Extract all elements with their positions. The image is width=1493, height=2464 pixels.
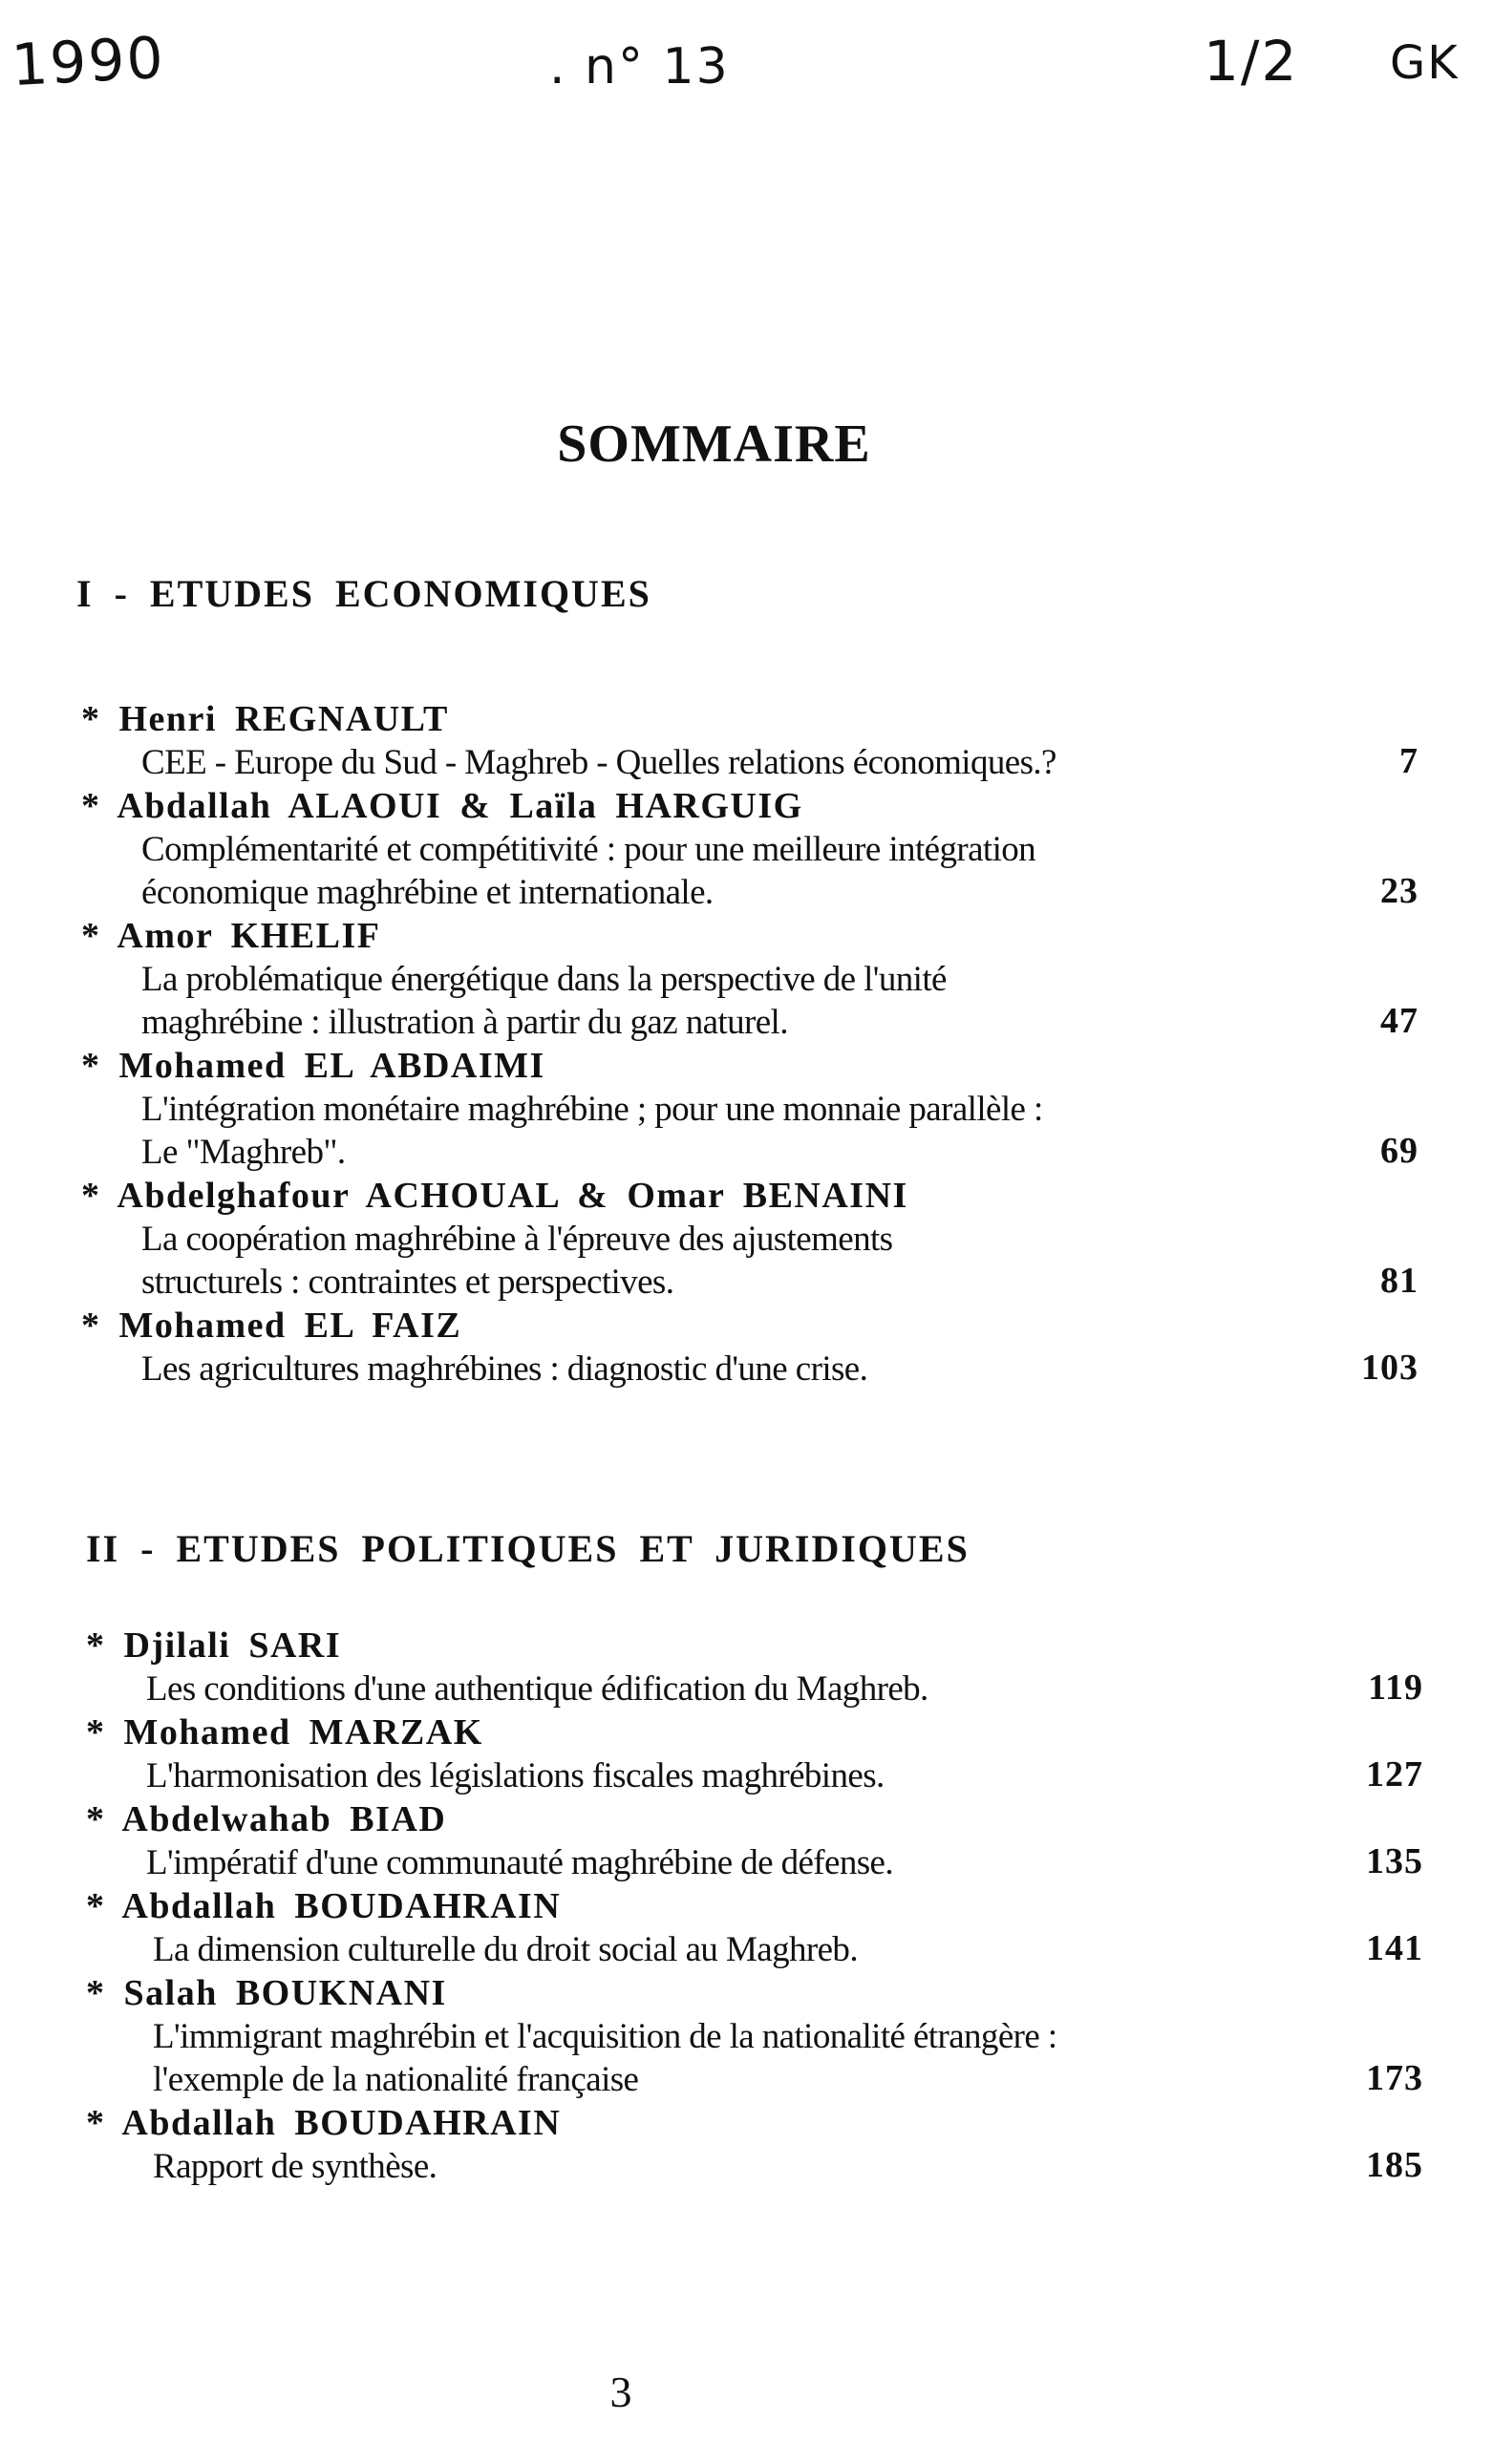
toc-entry [86,1971,1423,2101]
handwritten-initials: GK [1390,36,1460,90]
section-heading-etudes-economiques: I - ETUDES ECONOMIQUES [76,572,651,615]
toc-entry [86,1797,1423,1884]
entry-page-number: 47 [1380,1001,1418,1041]
toc-entry [86,1884,1423,1971]
entry-page-number: 135 [1366,1841,1423,1881]
page-number-footer: 3 [609,2368,632,2416]
section-heading-etudes-politiques-juridiques: II - ETUDES POLITIQUES ET JURIDIQUES [86,1527,970,1570]
handwritten-year: 1990 [10,24,167,100]
entry-title-line: Les conditions d'une authentique édification du Maghreb. [146,1669,928,1709]
entry-author: * Abdallah ALAOUI & Laïla HARGUIG [81,786,803,826]
entry-title-line: L'intégration monétaire maghrébine ; pour une monnaie parallèle : [141,1090,1043,1129]
entry-title-line: maghrébine : illustration à partir du gaz naturel. [141,1003,788,1042]
entry-page-number: 185 [1366,2145,1423,2185]
entry-author: * Mohamed MARZAK [86,1712,483,1752]
entry-title-line: Le "Maghreb". [141,1133,346,1172]
entry-page-number: 127 [1366,1754,1423,1795]
entry-author: * Abdallah BOUDAHRAIN [86,2103,562,2143]
entry-title-line: économique maghrébine et internationale. [141,873,714,912]
handwritten-reference: 1/2 [1204,29,1299,94]
entry-author: * Abdelwahab BIAD [86,1799,447,1839]
toc-entry [81,1174,1418,1304]
entry-author: * Amor KHELIF [81,916,381,956]
toc-entry [86,1624,1423,1710]
toc-entry [81,697,1418,784]
toc-entry [86,2101,1423,2188]
entry-title-line: Les agricultures maghrébines : diagnostic d'une crise. [141,1349,868,1389]
entry-title-line: L'impératif d'une communauté maghrébine de défense. [146,1843,894,1882]
entry-title-line: CEE - Europe du Sud - Maghreb - Quelles relations économiques.? [141,743,1056,782]
entry-title-line: structurels : contraintes et perspectives. [141,1263,674,1302]
entry-author: * Abdelghafour ACHOUAL & Omar BENAINI [81,1176,908,1216]
entry-title-line: La coopération maghrébine à l'épreuve des ajustements [141,1220,893,1259]
entry-title-line: L'immigrant maghrébin et l'acquisition de la nationalité étrangère : [153,2017,1057,2056]
entry-page-number: 103 [1361,1348,1418,1388]
entry-author: * Salah BOUKNANI [86,1973,447,2013]
toc-entry [86,1710,1423,1797]
entry-author: * Mohamed EL ABDAIMI [81,1046,545,1086]
handwritten-issue-number: . n° 13 [549,38,730,96]
toc-entry [81,914,1418,1044]
entry-title-line: Complémentarité et compétitivité : pour une meilleure intégration [141,830,1036,869]
entry-page-number: 69 [1380,1131,1418,1171]
toc-entry [81,1304,1418,1391]
entry-page-number: 173 [1366,2058,1423,2098]
entry-author: * Djilali SARI [86,1625,342,1666]
entry-author: * Abdallah BOUDAHRAIN [86,1886,562,1926]
entry-author: * Henri REGNAULT [81,699,449,739]
toc-entry [81,1044,1418,1174]
entry-page-number: 119 [1368,1667,1423,1708]
entry-title-line: La problématique énergétique dans la perspective de l'unité [141,960,947,999]
entry-page-number: 141 [1366,1928,1423,1968]
entry-title-line: Rapport de synthèse. [153,2147,437,2186]
section-entries-politiques-juridiques [86,1624,1423,2188]
section-entries-economiques [81,697,1418,1391]
entry-page-number: 23 [1380,871,1418,911]
toc-entry [81,784,1418,914]
entry-title-line: L'harmonisation des législations fiscales maghrébines. [146,1756,885,1795]
entry-author: * Mohamed EL FAIZ [81,1306,462,1346]
entry-page-number: 7 [1399,741,1418,781]
entry-page-number: 81 [1380,1261,1418,1301]
entry-title-line: La dimension culturelle du droit social au Maghreb. [153,1930,858,1969]
entry-title-line: l'exemple de la nationalité française [153,2060,639,2099]
page-title: SOMMAIRE [557,414,871,474]
